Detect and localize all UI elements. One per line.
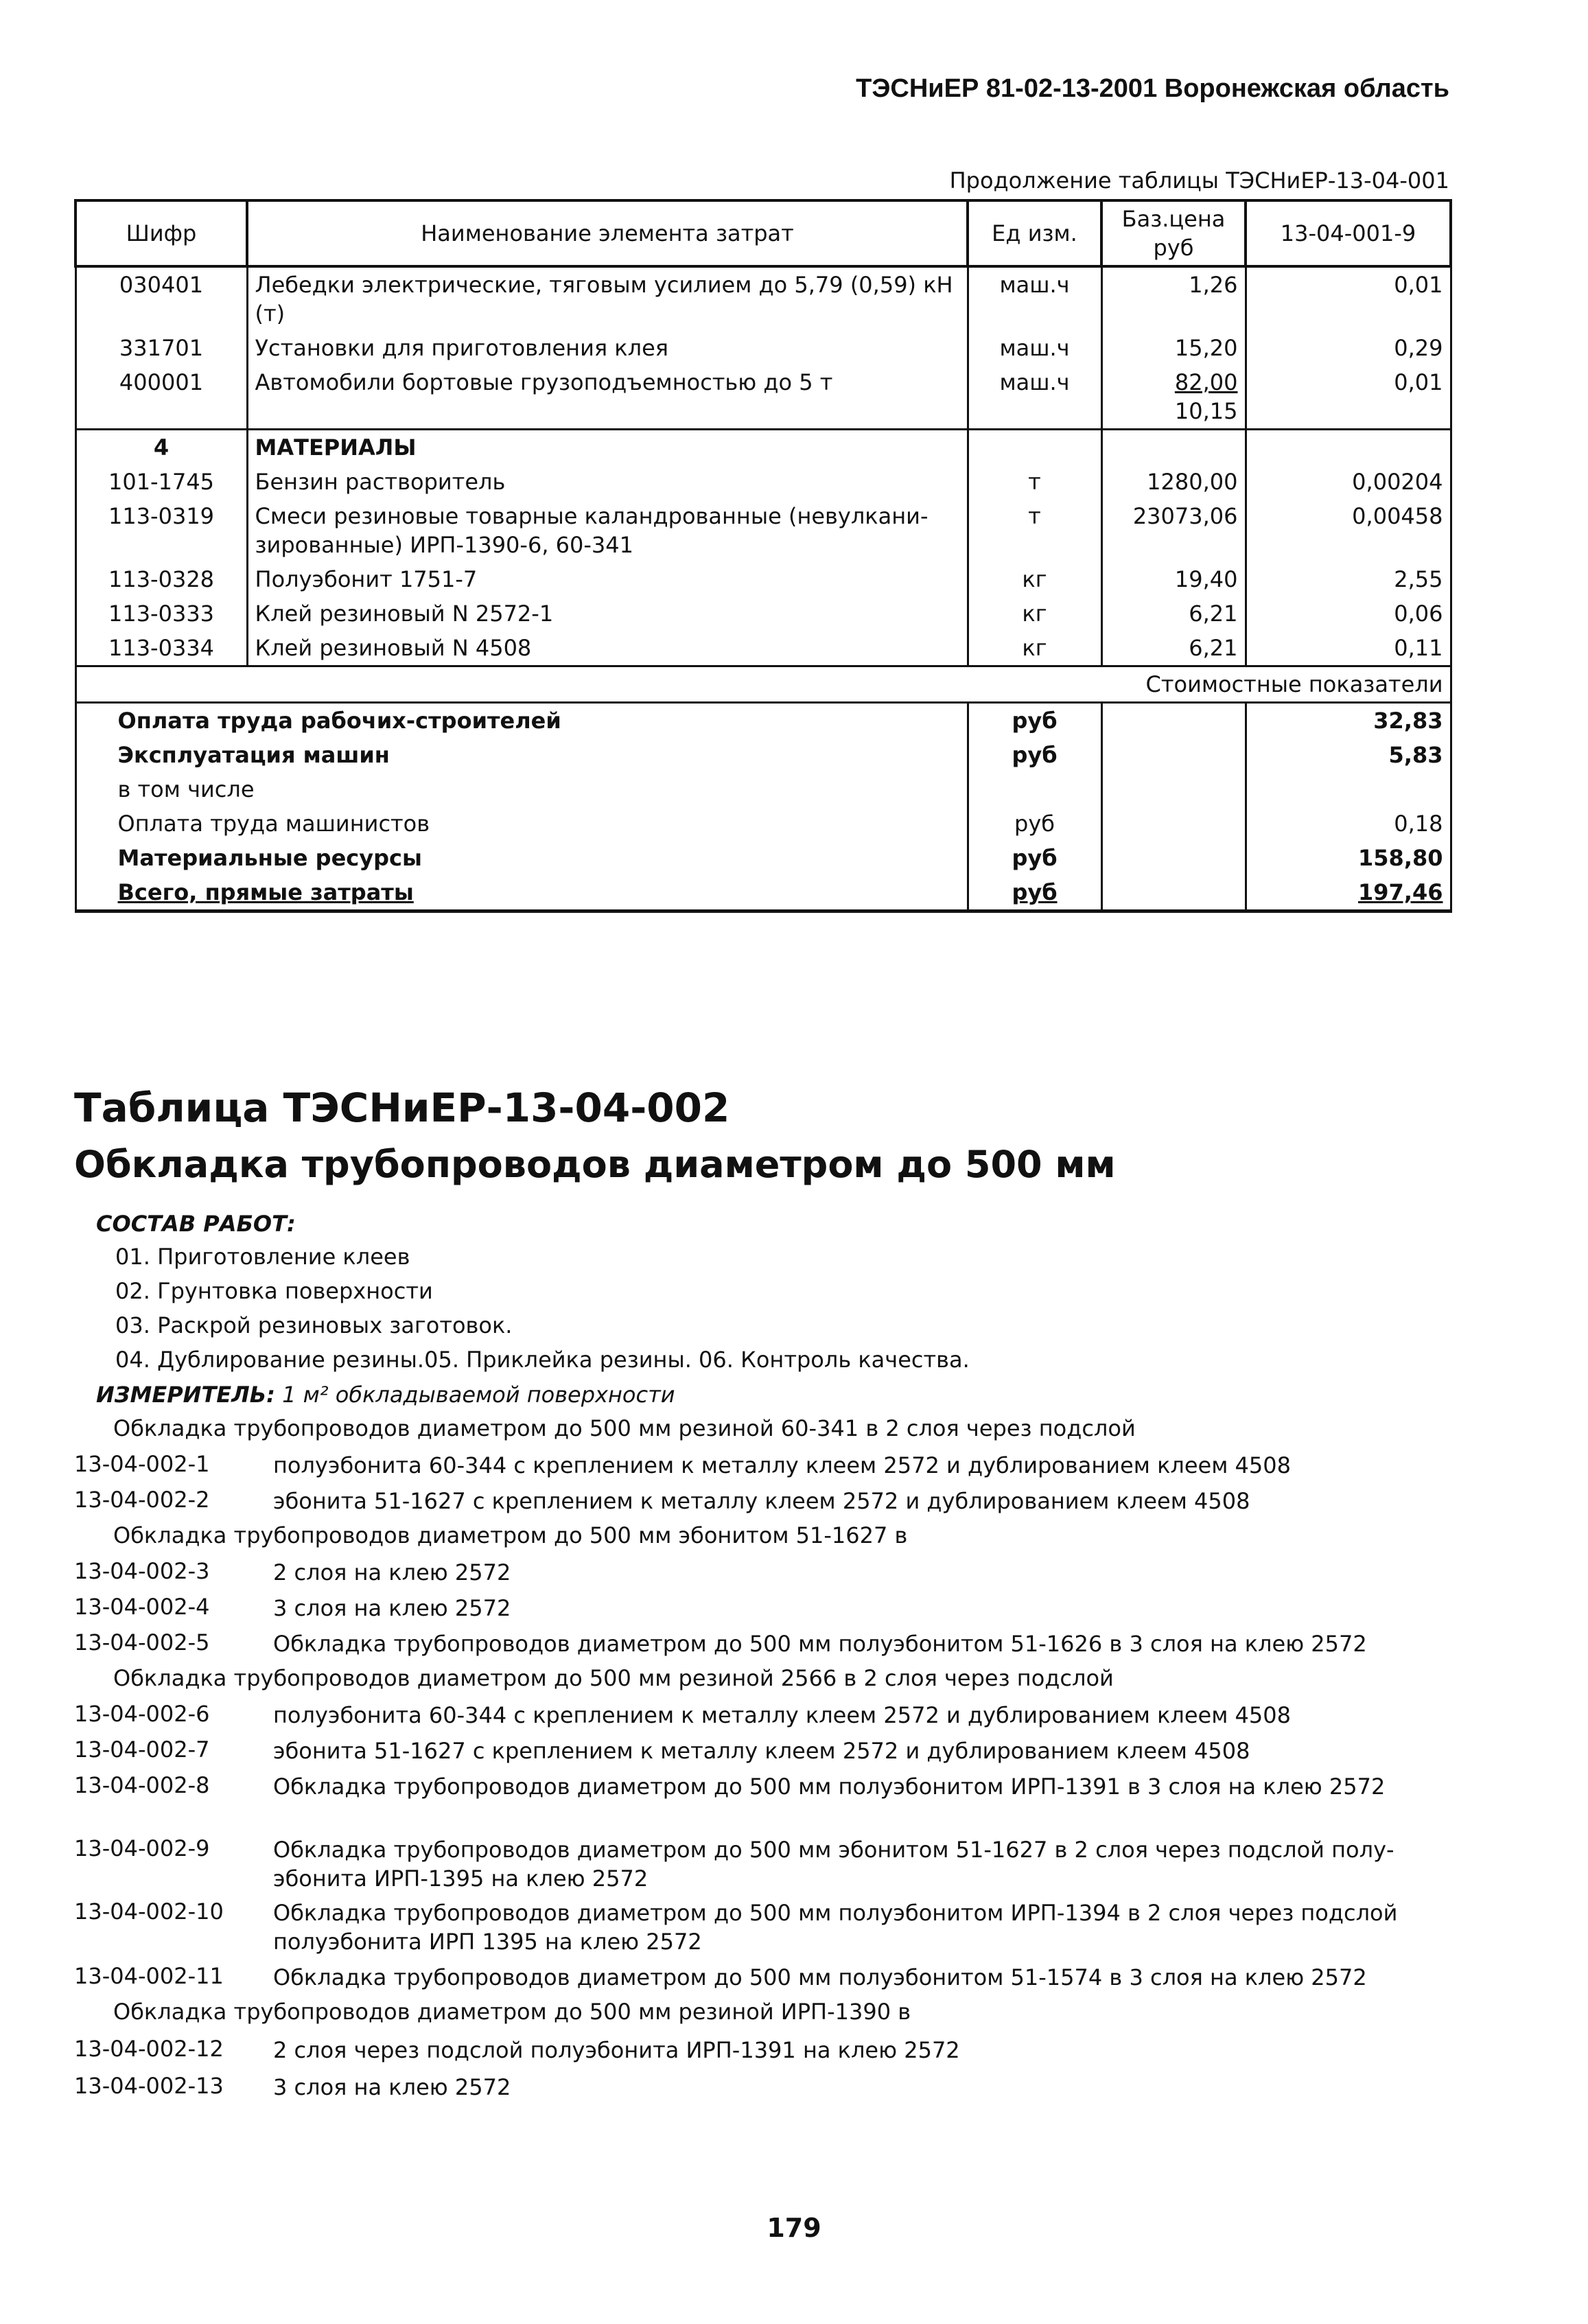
cell-value: 0,00204 (1246, 465, 1451, 499)
cell-unit: маш.ч (968, 365, 1101, 430)
table-header-row (75, 200, 1451, 266)
item-code: 13-04-002-8 (74, 1772, 210, 1798)
col-header-norm: 13-04-001-9 (1246, 200, 1451, 266)
item-code: 13-04-002-3 (74, 1558, 210, 1584)
item-description: Обкладка трубопроводов диаметром до 500 мм полуэбонитом 51-1626 в 3 слоя на клею 2572 (273, 1631, 1367, 1657)
stat-value (1246, 772, 1451, 806)
stat-value: 5,83 (1246, 738, 1451, 772)
group-heading: Обкладка трубопроводов диаметром до 500 мм резиной ИРП-1390 в (113, 1999, 911, 2025)
stat-unit: руб (968, 738, 1101, 772)
stats-label: Стоимостные показатели (75, 666, 1451, 703)
stats-row (75, 841, 1451, 875)
measurer-text: 1 м² обкладываемой поверхности (282, 1382, 675, 1408)
stat-unit: руб (968, 875, 1101, 911)
table-row (75, 499, 1451, 562)
cell-name: Автомобили бортовые грузоподъемностью до 5 т (247, 365, 968, 430)
col-header-name: Наименование элемента затрат (247, 200, 968, 266)
cell-price-secondary: 10,15 (1174, 398, 1238, 424)
item-description: 2 слоя на клею 2572 (273, 1559, 511, 1585)
item-description: Обкладка трубопроводов диаметром до 500 мм эбонитом 51-1627 в 2 слоя через подслой полу-эбонита ИРП-1395 на клею 2572 (273, 1837, 1394, 1892)
col-header-price: Баз.цена руб (1101, 200, 1246, 266)
cell-name: Полуэбонит 1751-7 (247, 562, 968, 596)
stats-row (75, 772, 1451, 806)
cell-name: Бензин растворитель (247, 465, 968, 499)
cell-name: Смеси резиновые товарные каландрованные (невулкани-зированные) ИРП-1390-6, 60-341 (247, 499, 968, 562)
cell-price-main: 82,00 (1174, 369, 1238, 395)
cell-unit: кг (968, 596, 1101, 631)
stat-value: 197,46 (1246, 875, 1451, 911)
item-code: 13-04-002-4 (74, 1594, 210, 1620)
item-code: 13-04-002-6 (74, 1701, 210, 1727)
cell-name: Клей резиновый N 2572-1 (247, 596, 968, 631)
cell-price (1101, 365, 1246, 430)
table-row (75, 562, 1451, 596)
page-number: 179 (767, 2213, 821, 2243)
item-description: Обкладка трубопроводов диаметром до 500 мм полуэбонитом ИРП-1394 в 2 слоя через подслой полуэбонита ИРП 1395 на клею 2572 (273, 1900, 1398, 1955)
item-description: эбонита 51-1627 с креплением к металлу клеем 2572 и дублированием клеем 4508 (273, 1738, 1250, 1764)
materials-section-row (75, 430, 1451, 465)
cell-name: Установки для приготовления клея (247, 331, 968, 365)
item-code: 13-04-002-2 (74, 1487, 210, 1513)
work-item: 04. Дублирование резины.05. Приклейка резины. 06. Контроль качества. (115, 1347, 970, 1373)
cell-price: 23073,06 (1101, 499, 1246, 562)
cell-name: Клей резиновый N 4508 (247, 631, 968, 666)
stat-label: в том числе (75, 772, 968, 806)
stats-row (75, 738, 1451, 772)
item-description: Обкладка трубопроводов диаметром до 500 мм полуэбонитом ИРП-1391 в 3 слоя на клею 2572 (273, 1774, 1386, 1800)
cell-price: 6,21 (1101, 631, 1246, 666)
table-caption: Продолжение таблицы ТЭСНиЕР-13-04-001 (949, 167, 1449, 194)
table-row (75, 331, 1451, 365)
materials-code: 4 (75, 430, 247, 465)
cell-price: 15,20 (1101, 331, 1246, 365)
cell-code: 113-0334 (75, 631, 247, 666)
cell-unit: маш.ч (968, 266, 1101, 331)
stat-label: Эксплуатация машин (75, 738, 968, 772)
stat-label: Оплата труда машинистов (75, 806, 968, 841)
stat-unit (968, 772, 1101, 806)
cell-code: 113-0333 (75, 596, 247, 631)
section-subtitle: Обкладка трубопроводов диаметром до 500 мм (74, 1143, 1116, 1186)
cell-unit: т (968, 465, 1101, 499)
stat-unit: руб (968, 806, 1101, 841)
group-heading: Обкладка трубопроводов диаметром до 500 мм резиной 60-341 в 2 слоя через подслой (113, 1415, 1136, 1441)
cell-price: 6,21 (1101, 596, 1246, 631)
cell-price: 1,26 (1101, 266, 1246, 331)
table-row (75, 596, 1451, 631)
stat-label: Всего, прямые затраты (75, 875, 968, 911)
stat-value: 158,80 (1246, 841, 1451, 875)
item-description: полуэбонита 60-344 с креплением к металлу клеем 2572 и дублированием клеем 4508 (273, 1452, 1291, 1478)
item-code: 13-04-002-7 (74, 1736, 210, 1763)
cell-name: Лебедки электрические, тяговым усилием до 5,79 (0,59) кН (т) (247, 266, 968, 331)
item-code: 13-04-002-13 (74, 2073, 224, 2099)
stat-unit: руб (968, 703, 1101, 739)
work-item: 01. Приготовление клеев (115, 1244, 410, 1270)
cell-unit: маш.ч (968, 331, 1101, 365)
col-header-code: Шифр (75, 200, 247, 266)
works-label: СОСТАВ РАБОТ: (96, 1211, 296, 1237)
cell-value: 0,01 (1246, 266, 1451, 331)
item-description: 2 слоя через подслой полуэбонита ИРП-1391 на клею 2572 (273, 2037, 960, 2063)
item-code: 13-04-002-10 (74, 1898, 224, 1925)
col-header-unit: Ед изм. (968, 200, 1101, 266)
stat-value: 32,83 (1246, 703, 1451, 739)
table-row (75, 266, 1451, 331)
work-item: 03. Раскрой резиновых заготовок. (115, 1312, 513, 1338)
item-code: 13-04-002-9 (74, 1835, 210, 1861)
measurer-label: ИЗМЕРИТЕЛЬ: (96, 1382, 275, 1408)
item-description: 3 слоя на клею 2572 (273, 1595, 511, 1621)
section-title: Таблица ТЭСНиЕР-13-04-002 (74, 1084, 730, 1131)
group-heading: Обкладка трубопроводов диаметром до 500 мм эбонитом 51-1627 в (113, 1522, 908, 1548)
stat-value: 0,18 (1246, 806, 1451, 841)
cell-unit: т (968, 499, 1101, 562)
cell-value: 0,00458 (1246, 499, 1451, 562)
cell-code: 113-0319 (75, 499, 247, 562)
measurer-line (96, 1382, 675, 1408)
table-row (75, 631, 1451, 666)
item-description: 3 слоя на клею 2572 (273, 2074, 511, 2100)
cell-code: 113-0328 (75, 562, 247, 596)
item-code: 13-04-002-5 (74, 1629, 210, 1655)
cell-value: 0,11 (1246, 631, 1451, 666)
stats-row (75, 875, 1451, 911)
cell-unit: кг (968, 562, 1101, 596)
item-description: Обкладка трубопроводов диаметром до 500 мм полуэбонитом 51-1574 в 3 слоя на клею 2572 (273, 1964, 1367, 1990)
work-item: 02. Грунтовка поверхности (115, 1278, 433, 1304)
cell-value: 0,06 (1246, 596, 1451, 631)
group-heading: Обкладка трубопроводов диаметром до 500 мм резиной 2566 в 2 слоя через подслой (113, 1665, 1114, 1691)
stat-label: Оплата труда рабочих-строителей (75, 703, 968, 739)
resource-table (74, 199, 1452, 913)
materials-title: МАТЕРИАЛЫ (247, 430, 968, 465)
stat-label: Материальные ресурсы (75, 841, 968, 875)
cell-unit: кг (968, 631, 1101, 666)
item-description: полуэбонита 60-344 с креплением к металлу клеем 2572 и дублированием клеем 4508 (273, 1702, 1291, 1728)
cell-code: 101-1745 (75, 465, 247, 499)
cell-value: 0,29 (1246, 331, 1451, 365)
cell-price: 1280,00 (1101, 465, 1246, 499)
stats-header-row (75, 666, 1451, 703)
stats-row (75, 806, 1451, 841)
stat-unit: руб (968, 841, 1101, 875)
page-header: ТЭСНиЕР 81-02-13-2001 Воронежская область (856, 74, 1449, 103)
cell-value: 2,55 (1246, 562, 1451, 596)
table-row (75, 465, 1451, 499)
item-description: эбонита 51-1627 с креплением к металлу клеем 2572 и дублированием клеем 4508 (273, 1488, 1250, 1514)
stats-row (75, 703, 1451, 739)
cell-code: 400001 (75, 365, 247, 430)
cell-value: 0,01 (1246, 365, 1451, 430)
item-code: 13-04-002-1 (74, 1451, 210, 1477)
table-row (75, 365, 1451, 430)
cell-code: 331701 (75, 331, 247, 365)
item-code: 13-04-002-12 (74, 2036, 224, 2062)
cell-code: 030401 (75, 266, 247, 331)
item-code: 13-04-002-11 (74, 1963, 224, 1989)
cell-price: 19,40 (1101, 562, 1246, 596)
